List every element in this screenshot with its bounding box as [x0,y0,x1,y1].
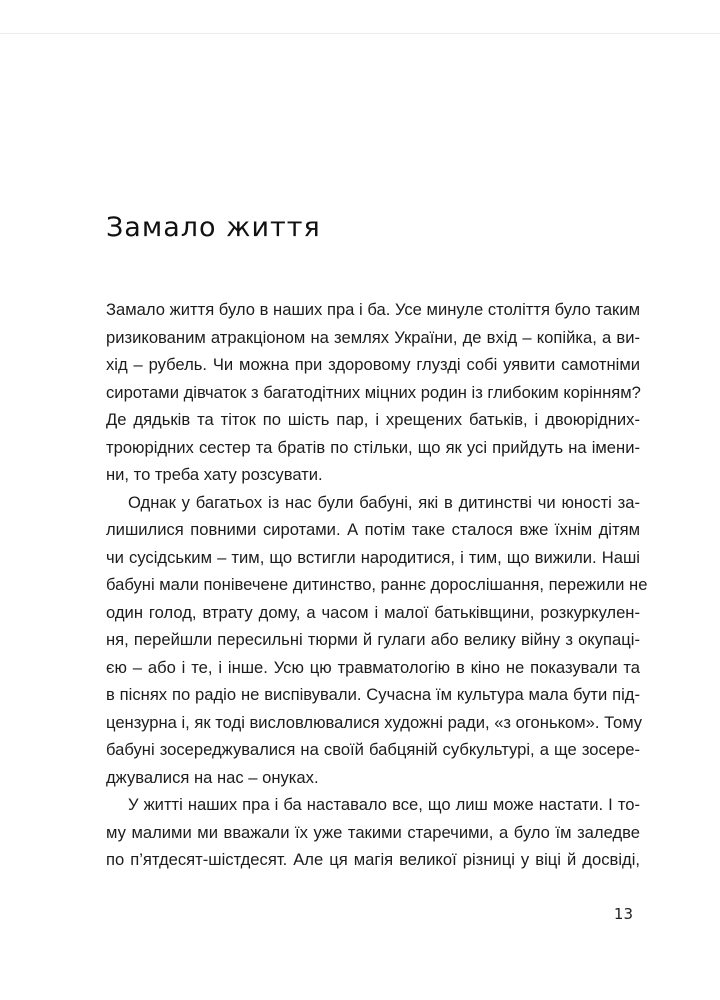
text-line: Де дядьків та тіток по шість пар, і хрещених батьків, і двоюрідних- [106,410,640,429]
top-edge-divider [0,33,720,34]
body-text [106,296,648,874]
chapter-title: Замало життя [106,212,321,243]
text-line: сиротами дівчаток з багатодітних міцних родин із глибоким корінням? [106,382,641,402]
text-line: Однак у багатьох із нас були бабуні, які в дитинстві чи юності за- [128,492,640,512]
text-line: хід – рубель. Чи можна при здоровому глузді собі уявити самотніми [106,355,640,374]
text-line: У житті наших пра і ба наставало все, що лиш може настати. І то- [128,795,640,814]
text-line: чи сусідським – тим, що встигли народитися, і тим, що вижили. Наші [106,547,640,567]
text-line: цензурна і, як тоді висловлювалися художні ради, «з огоньком». Тому [106,712,643,732]
text-line: бабуні мали понівечене дитинство, раннє дорослішання, пережили не [106,575,648,594]
text-line: му малими ми вважали їх уже такими старечими, а було їм заледве [106,822,640,842]
text-line: ризикованим атракціоном на землях України, де вхід – копійка, а ви- [106,327,640,347]
text-line: джувалися на нас – онуках. [106,767,319,787]
page-number: 13 [613,905,633,923]
text-line: єю – або і те, і інше. Усю цю травматологію в кіно не показували та [106,657,640,677]
text-line: ни, то треба хату розсувати. [106,465,323,484]
text-line: Замало життя було в наших пра і ба. Усе минуле століття було таким [106,300,640,319]
text-line: в піснях по радіо не виспівували. Сучасна їм культура мала бути під- [106,685,640,704]
text-line: по п’ятдесят-шістдесят. Але ця магія великої різниці у віці й досвіді, [106,850,640,869]
text-line: троюрідних сестер та братів по стільки, що як усі прийдуть на імени- [106,437,640,457]
text-line: один голод, втрату дому, а часом і малої батьківщини, розкуркулен- [106,602,640,622]
text-line: ня, перейшли пересильні тюрми й гулаги або велику війну з окупаці- [106,630,640,649]
text-line: бабуні зосереджувалися на своїй бабцяній субкультурі, а ще зосере- [106,740,640,759]
text-line: лишилися повними сиротами. А потім таке сталося вже їхнім дітям [106,520,640,539]
